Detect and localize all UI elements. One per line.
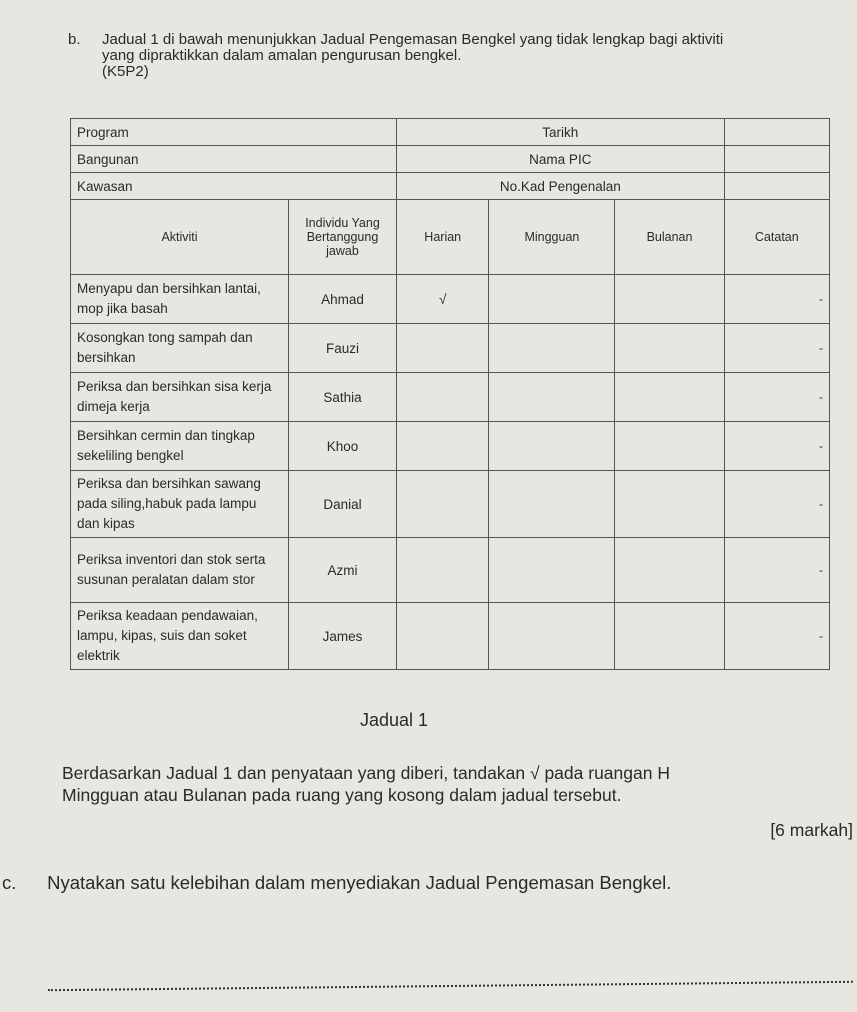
question-c [2, 872, 671, 894]
instruction-line: Berdasarkan Jadual 1 dan penyataan yang diberi, tandakan √ pada ruangan H [62, 763, 670, 783]
person-cell: Danial [289, 471, 397, 538]
col-notes: Catatan [724, 200, 829, 275]
table-row [71, 275, 830, 324]
activity-cell: Periksa inventori dan stok serta susunan peralatan dalam stor [71, 538, 289, 603]
monthly-cell[interactable] [615, 373, 724, 422]
notes-cell: - [724, 538, 829, 603]
header-label: Nama PIC [397, 146, 725, 173]
daily-cell[interactable] [397, 603, 489, 670]
header-value-cell[interactable] [724, 119, 829, 146]
col-monthly: Bulanan [615, 200, 724, 275]
question-b-text: Jadual 1 di bawah menunjukkan Jadual Pengemasan Bengkel yang tidak lengkap bagi aktiviti yang dipraktikkan dalam amalan pengurusan bengkel. [102, 31, 724, 64]
notes-cell: - [724, 373, 829, 422]
question-c-letter: c. [2, 872, 17, 893]
header-label: No.Kad Pengenalan [397, 173, 725, 200]
table-row [71, 422, 830, 471]
header-row-area [71, 173, 830, 200]
daily-cell[interactable]: √ [397, 275, 489, 324]
daily-cell[interactable] [397, 538, 489, 603]
daily-cell[interactable] [397, 422, 489, 471]
activity-cell: Kosongkan tong sampah dan bersihkan [71, 324, 289, 373]
monthly-cell[interactable] [615, 538, 724, 603]
monthly-cell[interactable] [615, 275, 724, 324]
header-label: Program [71, 119, 397, 146]
marks-label: [6 markah] [770, 820, 853, 840]
table-row [71, 603, 830, 670]
person-cell: Khoo [289, 422, 397, 471]
person-cell: Sathia [289, 373, 397, 422]
col-weekly: Mingguan [489, 200, 615, 275]
instruction-line: Mingguan atau Bulanan pada ruang yang kosong dalam jadual tersebut. [62, 785, 622, 805]
header-label: Bangunan [71, 146, 397, 173]
table-caption: Jadual 1 [360, 710, 429, 730]
table-row [71, 471, 830, 538]
monthly-cell[interactable] [615, 471, 724, 538]
notes-cell: - [724, 275, 829, 324]
col-person: Individu Yang Bertanggung jawab [289, 200, 397, 275]
question-b [68, 32, 758, 80]
daily-cell[interactable] [397, 471, 489, 538]
daily-cell[interactable] [397, 324, 489, 373]
notes-cell: - [724, 603, 829, 670]
header-row-program [71, 119, 830, 146]
daily-cell[interactable] [397, 373, 489, 422]
weekly-cell[interactable] [489, 373, 615, 422]
activity-cell: Periksa dan bersihkan sisa kerja dimeja kerja [71, 373, 289, 422]
activity-cell: Periksa dan bersihkan sawang pada siling,habuk pada lampu dan kipas [71, 471, 289, 538]
weekly-cell[interactable] [489, 422, 615, 471]
monthly-cell[interactable] [615, 324, 724, 373]
person-cell: James [289, 603, 397, 670]
weekly-cell[interactable] [489, 471, 615, 538]
weekly-cell[interactable] [489, 324, 615, 373]
answer-line[interactable] [48, 981, 853, 991]
activity-cell: Periksa keadaan pendawaian, lampu, kipas, suis dan soket elektrik [71, 603, 289, 670]
person-cell: Ahmad [289, 275, 397, 324]
header-label: Tarikh [397, 119, 725, 146]
table-row [71, 324, 830, 373]
cleaning-schedule-table [70, 118, 830, 670]
header-row-building [71, 146, 830, 173]
header-value-cell[interactable] [724, 173, 829, 200]
monthly-cell[interactable] [615, 422, 724, 471]
header-label: Kawasan [71, 173, 397, 200]
person-cell: Fauzi [289, 324, 397, 373]
weekly-cell[interactable] [489, 538, 615, 603]
col-activity: Aktiviti [71, 200, 289, 275]
question-c-text: Nyatakan satu kelebihan dalam menyediakan Jadual Pengemasan Bengkel. [47, 872, 672, 893]
instruction [62, 762, 857, 806]
column-header-row [71, 200, 830, 275]
weekly-cell[interactable] [489, 275, 615, 324]
activity-cell: Menyapu dan bersihkan lantai, mop jika basah [71, 275, 289, 324]
weekly-cell[interactable] [489, 603, 615, 670]
question-b-letter: b. [68, 31, 81, 48]
notes-cell: - [724, 422, 829, 471]
notes-cell: - [724, 324, 829, 373]
table-row [71, 538, 830, 603]
monthly-cell[interactable] [615, 603, 724, 670]
header-value-cell[interactable] [724, 146, 829, 173]
col-daily: Harian [397, 200, 489, 275]
question-b-code: (K5P2) [102, 63, 149, 80]
notes-cell: - [724, 471, 829, 538]
table-row [71, 373, 830, 422]
person-cell: Azmi [289, 538, 397, 603]
activity-cell: Bersihkan cermin dan tingkap sekeliling bengkel [71, 422, 289, 471]
